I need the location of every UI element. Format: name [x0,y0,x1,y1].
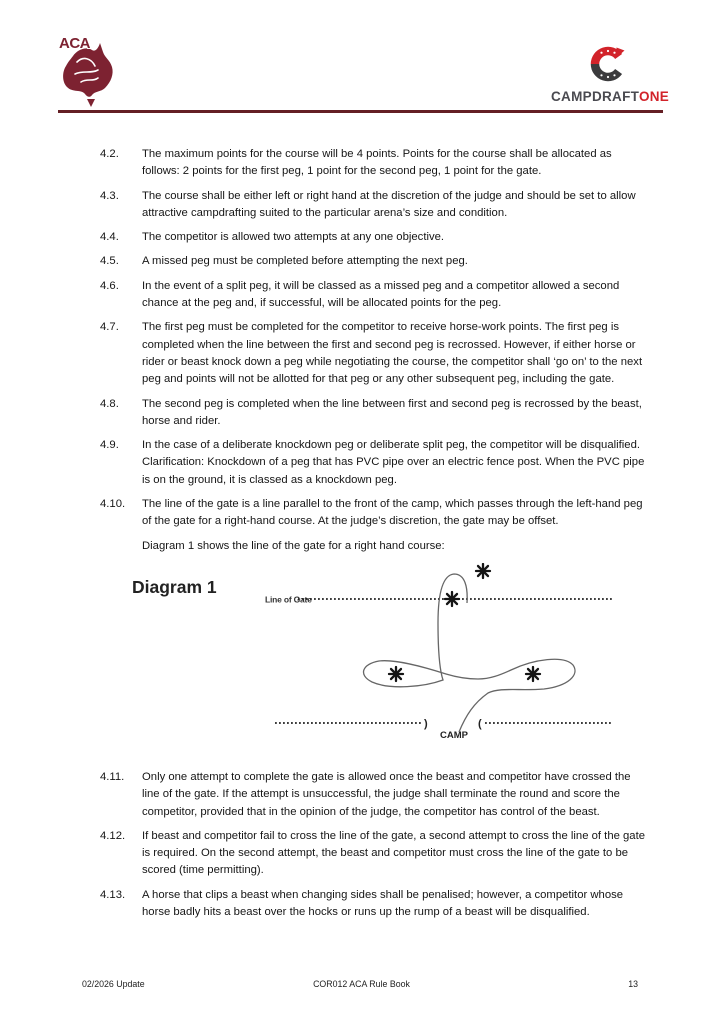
rule-text: Only one attempt to complete the gate is allowed once the beast and competitor have crossed the line of the gate. If the attempt is unsuccessful, the judge shall terminate the round and score the competitor, provided that in the opinion of the judge, the competitor has control of the beast. [142,770,631,818]
rule-number: 4.7. [100,321,119,334]
rule-number: 4.5. [100,255,119,268]
rule-item-4-8 [100,396,647,431]
gate-offset-peg-star [476,564,490,578]
rule-text: A missed peg must be completed before attempting the next peg. [142,255,468,268]
rule-item-4-10 [100,496,647,531]
rule-text: The line of the gate is a line parallel to the front of the camp, which passes through the left-hand peg of the gate for a right-hand course. At the judge’s discretion, the gate may be offset. [142,498,643,528]
rule-text: The maximum points for the course will be 4 points. Points for the course shall be allocated as follows: 2 points for the first peg, 1 point for the second peg, 1 point for the gate. [142,148,612,178]
rule-number: 4.4. [100,231,119,244]
diagram-title: Diagram 1 [132,576,217,597]
diagram-intro-text: Diagram 1 shows the line of the gate for a right hand course: [142,539,445,552]
header-divider [58,110,663,113]
course-diagram [148,563,648,761]
rule-number: 4.11. [100,770,125,783]
rule-text: A horse that clips a beast when changing sides shall be penalised; however, a competitor whose horse badly hits a beast over the hocks or runs up the rump of a beast will be disqualified. [142,888,624,919]
page-header [57,30,670,108]
footer-document-title: COR012 ACA Rule Book [313,979,410,989]
line-of-gate-label: Line of Gate [265,594,312,605]
rule-number: 4.3. [100,189,119,202]
rule-item-4-6 [100,278,647,313]
campdraftone-logo [551,42,670,104]
rule-text: In the case of a deliberate knockdown peg or deliberate split peg, the competitor will be disqualified. Clarification: Knockdown of a peg that has PVC pipe over an electric fence post. When the PVC pipe is on the ground, it is classed as a knockdown peg. [142,439,645,486]
rule-number: 4.8. [100,397,119,410]
rule-item-4-4 [100,229,647,246]
rule-item-4-11 [100,769,647,821]
rule-text: The competitor is allowed two attempts at any one objective. [142,231,445,244]
gate-peg-star [445,592,459,606]
rule-item-4-12 [100,828,647,880]
rule-text: The first peg must be completed for the competitor to receive horse-work points. The first peg is completed when the line between the first and second peg is recrossed. However, if either horse or rider or beast knock down a peg while negotiating the course, the competitor shall ‘go on’ to the next peg and points will not be allotted for that peg or any other subsequent peg, including the gate. [142,321,643,386]
rule-item-4-5 [100,253,647,270]
rule-number: 4.12. [100,829,126,842]
camp-gap-left-bracket: ) [424,717,428,730]
horseshoe-c-icon [551,42,665,86]
rule-item-4-7 [100,319,647,388]
diagram-1 [100,563,647,761]
rule-item-4-2 [100,146,647,181]
rule-item-4-13 [100,887,647,922]
rule-text: In the event of a split peg, it will be classed as a missed peg and a competitor allowed a second chance at the peg and, if successful, will be allocated points for the peg. [142,279,620,310]
course-path [364,574,575,732]
footer-update-version: 02/2026 Update [82,979,145,989]
tasmania-icon [87,99,95,107]
rule-text: The second peg is completed when the line between first and second peg is recrossed by the beast, horse and rider. [142,397,642,427]
aca-logo-text: ACA [59,35,90,52]
brand-one: ONE [638,89,670,104]
left-peg-star [389,667,403,681]
rule-number: 4.9. [100,439,119,452]
rule-text: If beast and competitor fail to cross the line of the gate, a second attempt to cross the line of the gate is required. On the second attempt, the beast and competitor must cross the line of the gate to be scored (time permitting). [142,829,646,877]
camp-gap-right-bracket: ( [478,717,482,730]
rule-number: 4.13. [100,888,126,901]
rules-section [100,146,647,928]
footer-page-number: 13 [628,979,638,989]
rule-number: 4.6. [100,279,119,292]
rule-item-4-9 [100,437,647,489]
brand-wordmark [551,89,670,104]
right-peg-star [526,667,540,681]
page-footer [0,979,723,993]
camp-label: CAMP [440,729,468,741]
rule-item-4-3 [100,188,647,223]
rule-number: 4.10. [100,498,126,511]
brand-campdraft: CAMPDRAFT [551,89,639,104]
rule-text: The course shall be either left or right hand at the discretion of the judge and should be set to allow attractive campdrafting suited to the particular arena’s size and condition. [142,189,636,219]
aca-logo [57,32,121,108]
rule-number: 4.2. [100,148,119,160]
